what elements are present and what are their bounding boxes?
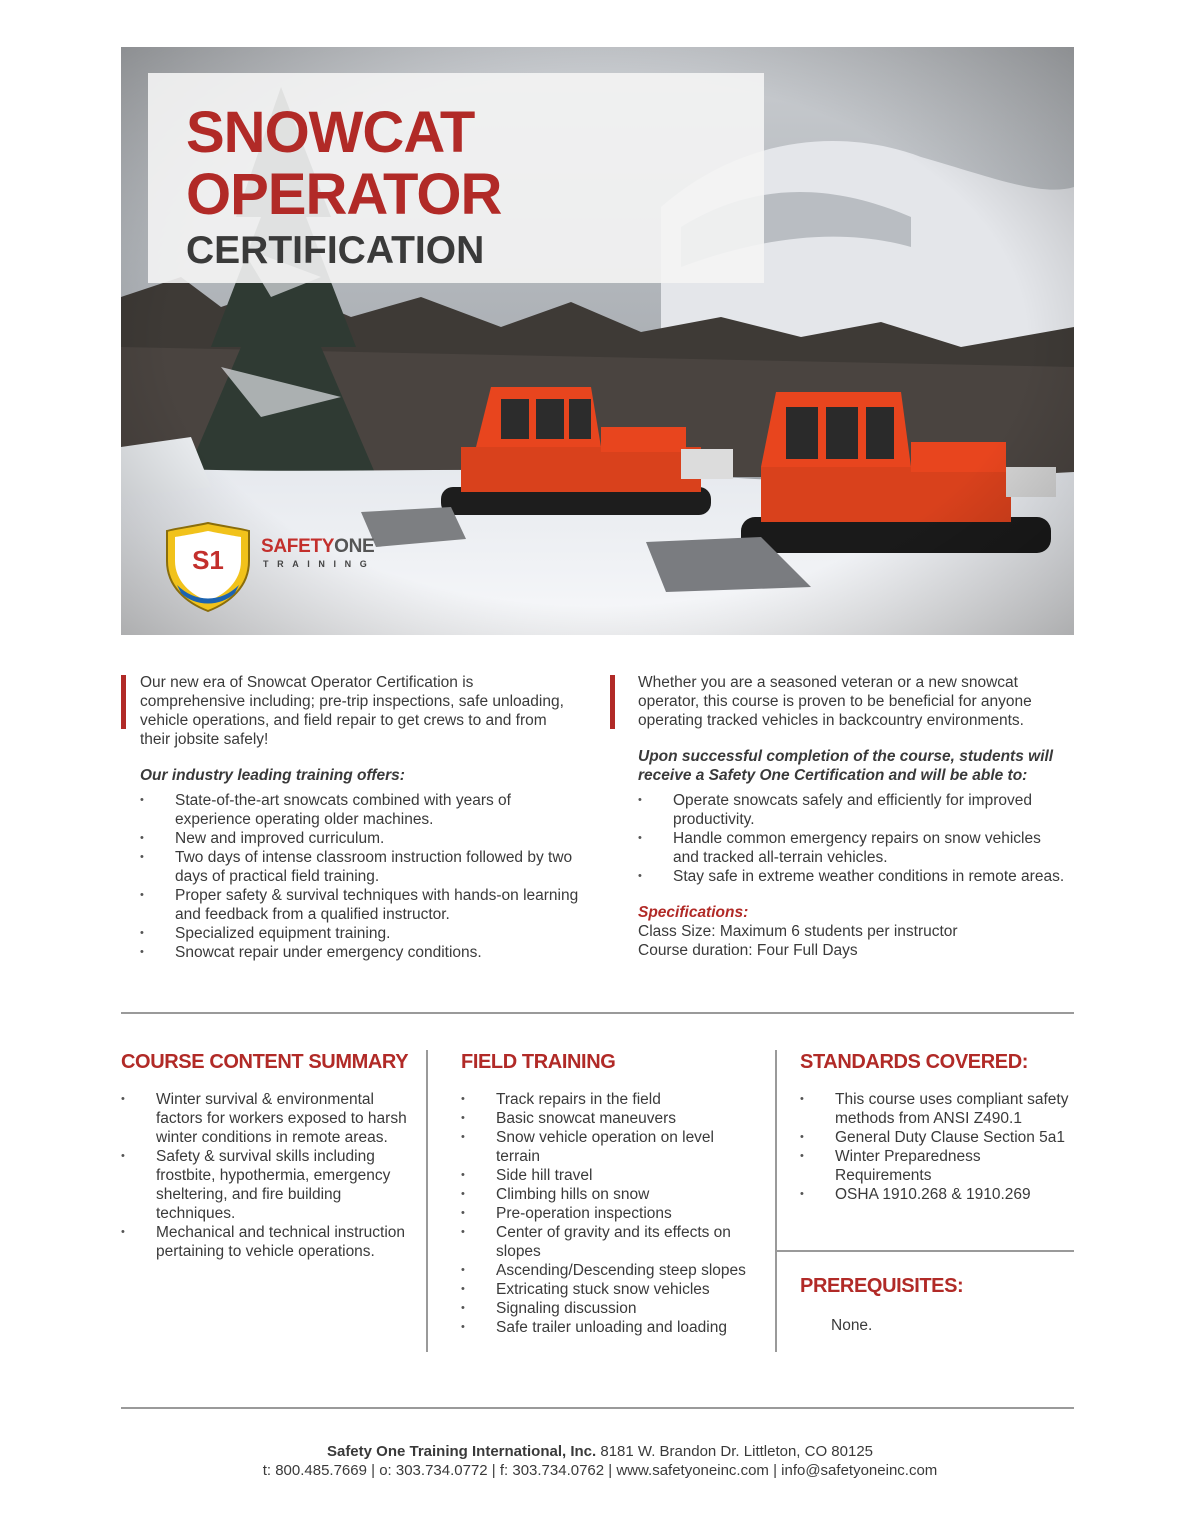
- list-item: • OSHA 1910.268 & 1910.269: [800, 1185, 1074, 1204]
- list-item: • Proper safety & survival techniques with hands-on learning and feedback from a qualified instructor.: [140, 886, 580, 924]
- list-item: • Specialized equipment training.: [140, 924, 580, 943]
- field-training-column: [461, 1048, 746, 1337]
- outcomes-heading: Upon successful completion of the course, students will receive a Safety One Certification and will be able to:: [638, 748, 1054, 784]
- title-line-1: SNOWCAT: [186, 100, 475, 165]
- list-item: • Operate snowcats safely and efficiently for improved productivity.: [638, 791, 1068, 829]
- list-item: • Stay safe in extreme weather conditions in remote areas.: [638, 867, 1068, 886]
- safety-one-badge-logo: [165, 521, 251, 613]
- course-content-list: [121, 1090, 411, 1261]
- list-item: • Mechanical and technical instruction pertaining to vehicle operations.: [121, 1223, 411, 1261]
- list-item: • New and improved curriculum.: [140, 829, 580, 848]
- list-item: • Signaling discussion: [461, 1299, 746, 1318]
- intro-right-paragraph: Whether you are a seasoned veteran or a new snowcat operator, this course is proven to be beneficial for anyone operating tracked vehicles in backcountry environments.: [638, 674, 1032, 729]
- list-item: • Track repairs in the field: [461, 1090, 746, 1109]
- spec-duration: Course duration: Four Full Days: [638, 942, 858, 959]
- field-training-heading: FIELD TRAINING: [461, 1051, 616, 1073]
- list-item: • Handle common emergency repairs on snow vehicles and tracked all-terrain vehicles.: [638, 829, 1068, 867]
- list-item: • Extricating stuck snow vehicles: [461, 1280, 746, 1299]
- standards-heading: STANDARDS COVERED:: [800, 1051, 1028, 1073]
- footer-address-line: [0, 1442, 1200, 1461]
- list-item: • State-of-the-art snowcats combined with years of experience operating older machines.: [140, 791, 580, 829]
- field-training-list: [461, 1090, 746, 1337]
- outcomes-list: [638, 791, 1068, 886]
- svg-text:S1: S1: [192, 545, 224, 575]
- list-item: • Pre-operation inspections: [461, 1204, 746, 1223]
- company-name: Safety One Training International, Inc.: [326, 1443, 597, 1460]
- list-item: • Snowcat repair under emergency conditions.: [140, 943, 580, 962]
- list-item: • Two days of intense classroom instruction followed by two days of practical field training.: [140, 848, 580, 886]
- list-item: • Snow vehicle operation on level terrain: [461, 1128, 746, 1166]
- course-content-heading: COURSE CONTENT SUMMARY: [121, 1051, 409, 1073]
- column-divider: [426, 1050, 428, 1352]
- section-divider: [121, 1012, 1074, 1014]
- hero-photo: [121, 47, 1074, 635]
- list-item: • Safe trailer unloading and loading: [461, 1318, 746, 1337]
- spec-class-size: Class Size: Maximum 6 students per instructor: [638, 923, 958, 940]
- course-content-column: [121, 1048, 411, 1261]
- standards-list: [800, 1090, 1074, 1204]
- intro-right-column: [638, 673, 1068, 960]
- list-item: • Side hill travel: [461, 1166, 746, 1185]
- list-item: • Basic snowcat maneuvers: [461, 1109, 746, 1128]
- specifications-heading: Specifications:: [638, 904, 749, 921]
- list-item: • Safety & survival skills including frostbite, hypothermia, emergency sheltering, and fire building techniques.: [121, 1147, 411, 1223]
- footer-divider: [121, 1407, 1074, 1409]
- list-item: • Winter Preparedness Requirements: [800, 1147, 1074, 1185]
- prerequisites-heading: PREREQUISITES:: [800, 1275, 964, 1297]
- list-item: • This course uses compliant safety methods from ANSI Z490.1: [800, 1090, 1074, 1128]
- standards-column: [800, 1048, 1074, 1204]
- list-item: • Center of gravity and its effects on slopes: [461, 1223, 746, 1261]
- list-item: • Winter survival & environmental factors for workers exposed to harsh winter conditions in remote areas.: [121, 1090, 411, 1147]
- title-line-2: OPERATOR: [186, 162, 502, 227]
- prerequisites-section: [800, 1272, 1074, 1335]
- column-divider: [775, 1050, 777, 1352]
- title-panel: [148, 73, 764, 283]
- accent-bar-left: [121, 675, 126, 729]
- intro-left-paragraph: Our new era of Snowcat Operator Certification is comprehensive including; pre-trip inspections, safe unloading, vehicle operations, and field repair to get crews to and from their jobsite safely!: [140, 674, 564, 748]
- list-item: • Ascending/Descending steep slopes: [461, 1261, 746, 1280]
- offers-list: [140, 791, 580, 962]
- company-address: 8181 W. Brandon Dr. Littleton, CO 80125: [596, 1443, 874, 1460]
- list-item: • General Duty Clause Section 5a1: [800, 1128, 1074, 1147]
- footer-contact-line: t: 800.485.7669 | o: 303.734.0772 | f: 303.734.0762 | www.safetyoneinc.com | info@safetyoneinc.com: [262, 1462, 938, 1479]
- list-item: • Climbing hills on snow: [461, 1185, 746, 1204]
- title-line-3: CERTIFICATION: [186, 229, 485, 272]
- safety-one-wordmark: SAFETYONE: [261, 536, 375, 557]
- accent-bar-right: [610, 675, 615, 729]
- offers-heading: Our industry leading training offers:: [140, 767, 405, 784]
- intro-left-column: [140, 673, 580, 962]
- standards-divider: [776, 1250, 1074, 1252]
- prerequisites-value: None.: [831, 1317, 873, 1334]
- wordmark-subtitle: TRAINING: [263, 559, 376, 569]
